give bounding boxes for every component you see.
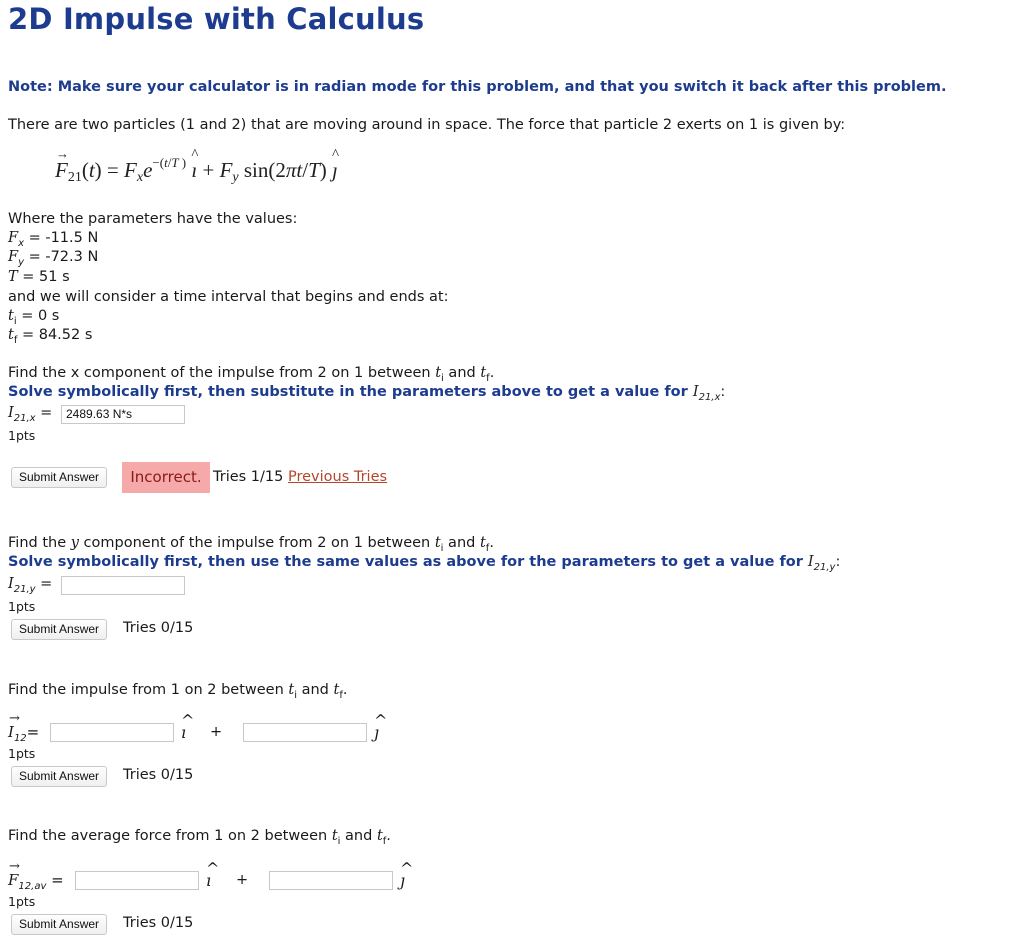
q1-tries: Tries 1/15 Previous Tries [213,469,388,485]
q3-answer-i-input[interactable] [50,723,174,742]
q2-submit-button[interactable]: Submit Answer [11,619,107,640]
q2-answer-label: $I_{21,y}$ = [8,576,53,595]
param-tf: $t_f = 84.52$ s [8,327,93,346]
q2-prompt: Find the y component of the impulse from 2 on 1 between $t_i$ and $t_f$. [8,535,494,554]
q2-tries: Tries 0/15 [123,620,194,636]
q3-points: 1pts [8,746,36,761]
q1-answer-input[interactable]: 2489.63 N*s [61,405,185,424]
q1-previous-tries-link[interactable]: Previous Tries [287,469,388,485]
param-fy: $F_y = -72.3$ N [8,249,99,268]
q3-answer-label: → $I_{12}=$ [8,723,39,741]
plus-sign: + [210,724,223,740]
q1-prompt: Find the x component of the impulse from 2 on 1 between $t_i$ and $t_f$. [8,365,495,384]
j-hat-icon: ^ ȷ [374,723,379,742]
param-t: T = 51 s [8,269,70,285]
q4-answer-label: → $F_{12,av}$ = [8,871,64,889]
i-hat-icon: ^ ı [206,871,211,890]
radian-mode-note: Note: Make sure your calculator is in radian mode for this problem, and that you switch it back after this problem. [8,79,947,95]
q3-submit-button[interactable]: Submit Answer [11,766,107,787]
j-hat-icon: ^ ȷ [400,871,405,890]
q3-answer-j-input[interactable] [243,723,367,742]
q2-instruction: Solve symbolically first, then use the same values as above for the parameters to get a value for $I_{21,y}$: [8,554,841,573]
q1-answer-label: $I_{21,x}$ = [8,405,53,424]
interval-text: and we will consider a time interval that begins and ends at: [8,289,449,305]
param-ti: $t_i = 0$ s [8,308,60,327]
q4-answer-i-input[interactable] [75,871,199,890]
q4-points: 1pts [8,894,36,909]
q2-answer-input[interactable] [61,576,185,595]
q2-points: 1pts [8,599,36,614]
param-fx: $F_x = -11.5$ N [8,230,99,249]
q3-prompt: Find the impulse from 1 on 2 between $t_i$ and $t_f$. [8,682,348,701]
page-title: 2D Impulse with Calculus [8,2,425,36]
q4-prompt: Find the average force from 1 on 2 between $t_i$ and $t_f$. [8,828,391,847]
q3-tries: Tries 0/15 [123,767,194,783]
q4-submit-button[interactable]: Submit Answer [11,914,107,935]
i-hat-icon: ^ ı [181,723,186,742]
q4-tries: Tries 0/15 [123,915,194,931]
plus-sign: + [236,872,249,888]
q4-answer-j-input[interactable] [269,871,393,890]
q1-points: 1pts [8,428,36,443]
force-equation: → F21(t) = Fxe$^{-(t/T )}$ ^ ı + Fy sin(2πt/T) ^ ȷ [55,158,338,183]
q1-submit-button[interactable]: Submit Answer [11,467,107,488]
q1-instruction: Solve symbolically first, then substitute in the parameters above to get a value for $I_{21,x}$: [8,384,726,403]
q1-incorrect-badge: Incorrect. [122,462,210,493]
problem-intro: There are two particles (1 and 2) that are moving around in space. The force that particle 2 exerts on 1 is given by: [8,117,846,133]
params-heading: Where the parameters have the values: [8,211,298,227]
